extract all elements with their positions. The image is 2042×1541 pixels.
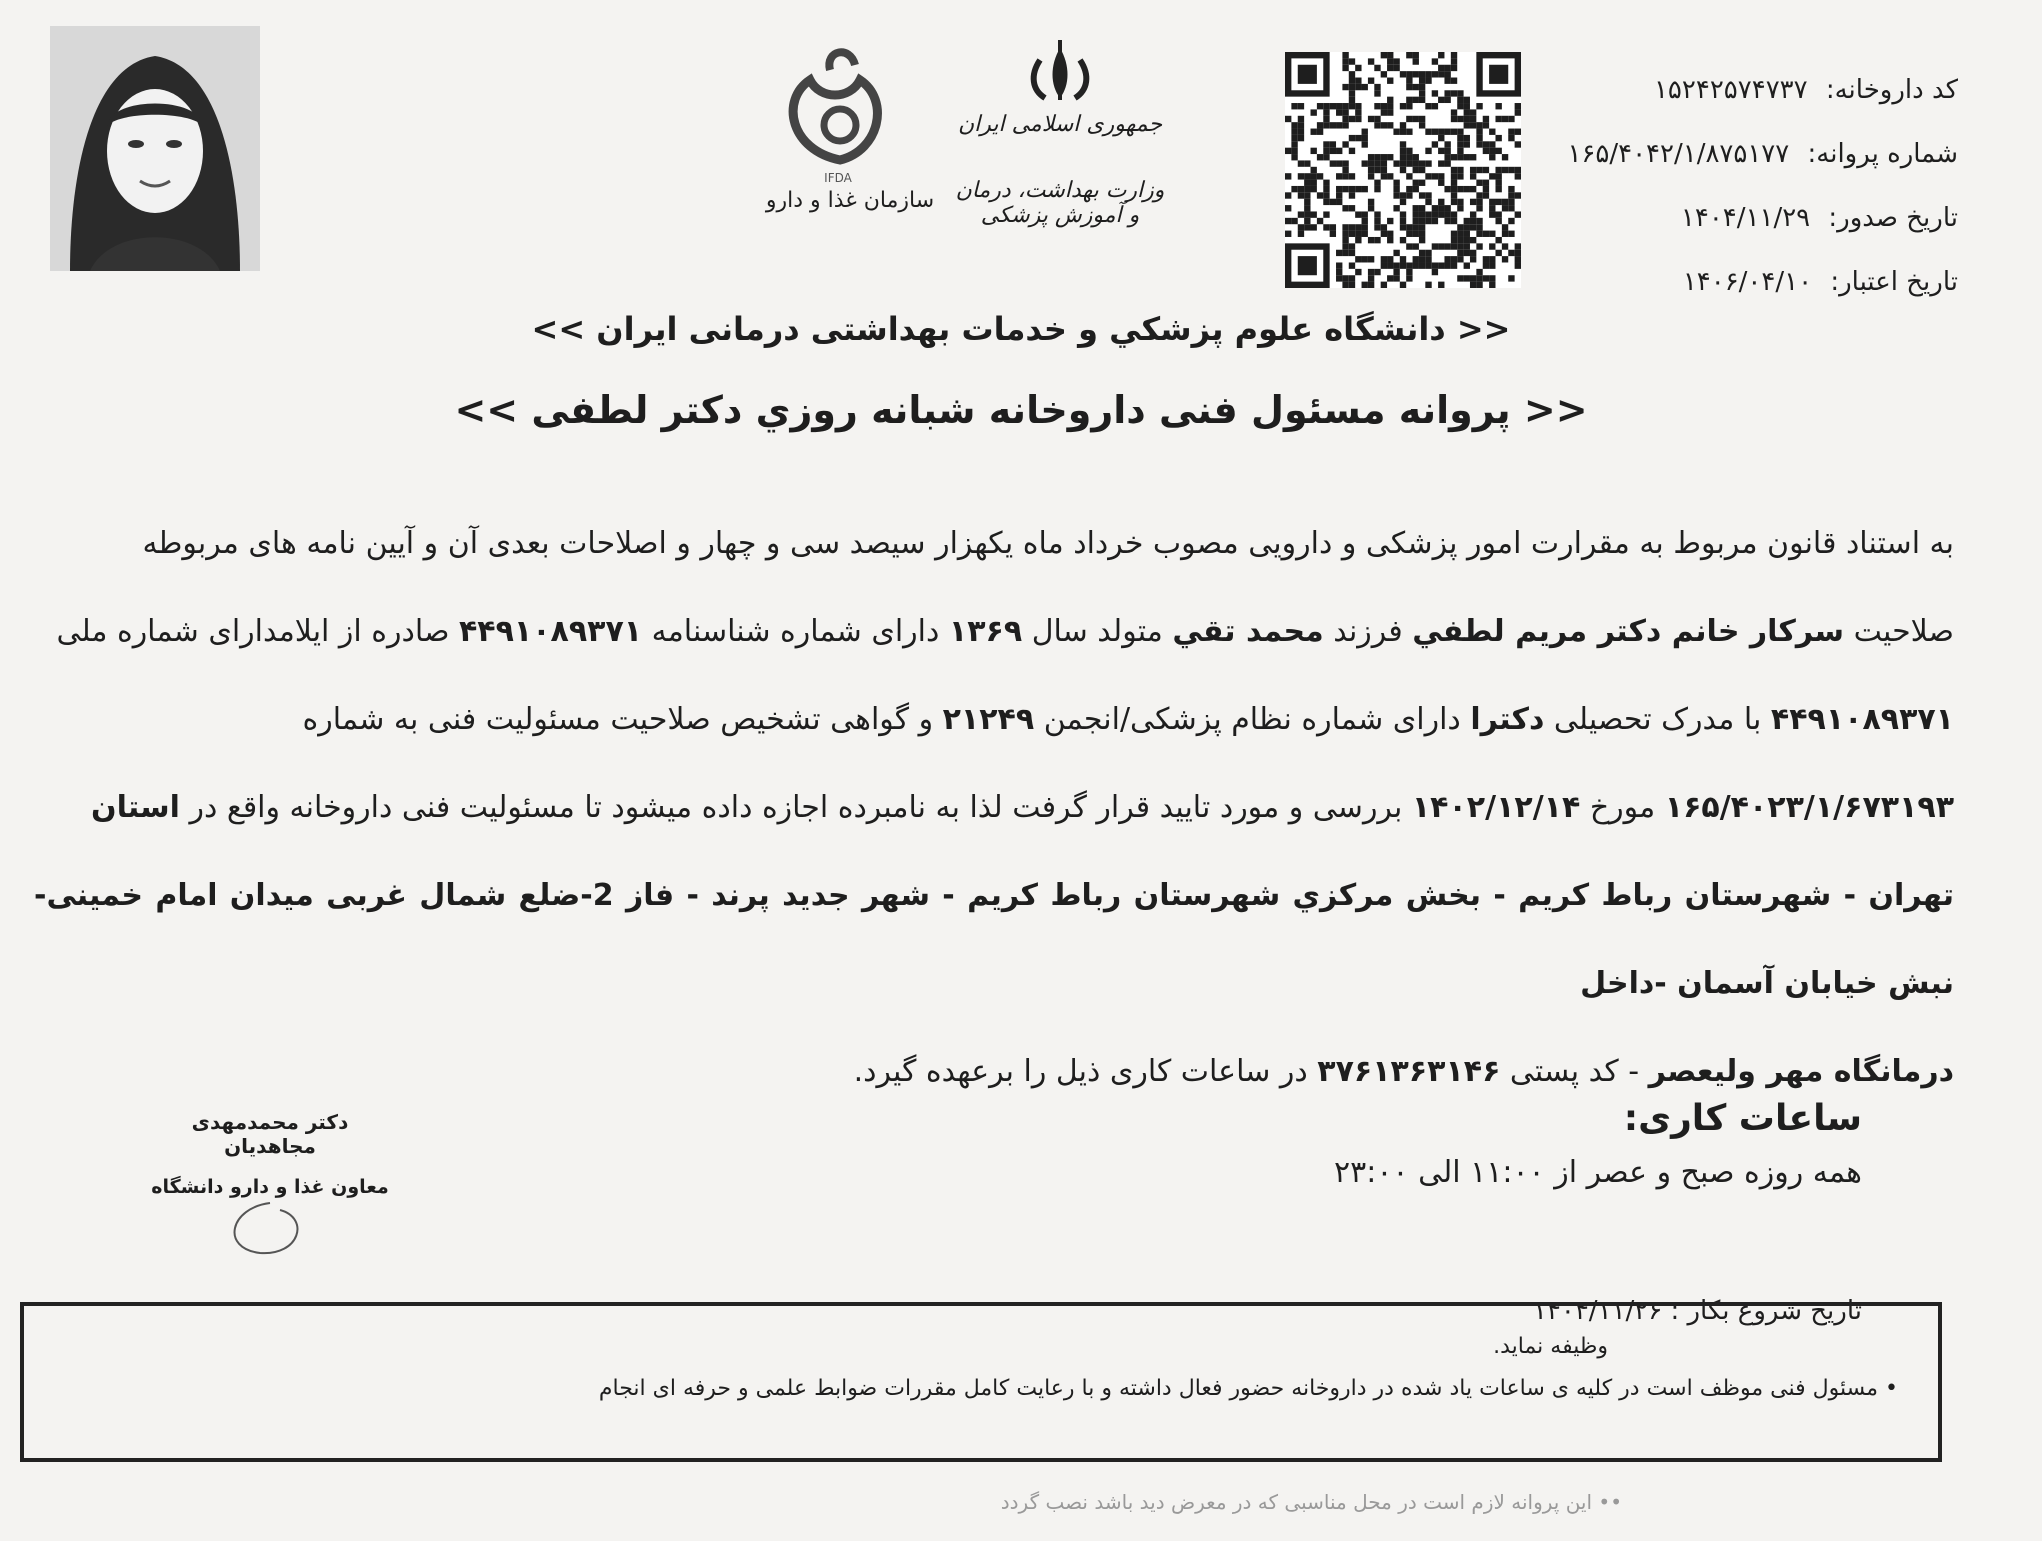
father-name: محمد تقي (1172, 614, 1324, 649)
postal-code: ۳۷۶۱۳۶۳۱۴۶ (1317, 1054, 1501, 1089)
note-2: •• این پروانه لازم است در محل مناسبی که در معرض دید باشد نصب گردد (1000, 1490, 1622, 1514)
notes-box (20, 1302, 1942, 1462)
license-number-row (1528, 122, 1958, 186)
body-text-segment: فرزند (1323, 614, 1413, 649)
license-number-label: شماره پروانه: (1807, 139, 1958, 169)
body-text-segment: صادره از ایلامدارای شماره ملی (56, 614, 459, 649)
address-line-2: درمانگاه مهر ولیعصر (1648, 1054, 1954, 1089)
issue-date-label: تاریخ صدور: (1828, 203, 1958, 233)
council-number: ۲۱۲۴۹ (942, 702, 1035, 737)
working-hours-value: همه روزه صبح و عصر از ۱۱:۰۰ الی ۲۳:۰۰ (1333, 1155, 1862, 1190)
degree: دکترا (1470, 702, 1545, 737)
working-hours-title: ساعات کاری: (1623, 1098, 1862, 1139)
body-text-segment: با مدرک تحصیلی (1544, 702, 1771, 737)
working-hours (1062, 1098, 1862, 1190)
validity-date-value: ۱۴۰۶/۰۴/۱۰ (1682, 267, 1813, 297)
start-date-value: ۱۴۰۴/۱۱/۲۶ (1532, 1296, 1663, 1326)
university-heading: << دانشگاه علوم پزشكي و خدمات بهداشتی درمانی ایران >> (531, 310, 1511, 348)
license-body (34, 500, 1954, 1116)
body-text-segment: - کد پستی (1500, 1054, 1649, 1089)
note-1-continuation: وظیفه نماید. (1493, 1334, 1608, 1359)
license-number-value: ۱۶۵/۴۰۴۲/۱/۸۷۵۱۷۷ (1567, 139, 1790, 169)
issue-date-value: ۱۴۰۴/۱۱/۲۹ (1680, 203, 1811, 233)
id-number: ۴۴۹۱۰۸۹۳۷۱ (459, 614, 643, 649)
pharmacy-code-label: کد داروخانه: (1825, 75, 1958, 105)
certificate-number: ۱۶۵/۴۰۲۳/۱/۶۷۳۱۹۳ (1664, 790, 1954, 825)
qr-code (1285, 52, 1521, 288)
birth-year: ۱۳۶۹ (948, 614, 1023, 649)
province-word: استان (91, 790, 180, 825)
certificate-date: ۱۴۰۲/۱۲/۱۴ (1411, 790, 1581, 825)
fda-caption: سازمان غذا و دارو (765, 188, 935, 213)
national-id: ۴۴۹۱۰۸۹۳۷۱ (1770, 702, 1954, 737)
body-text-segment: متولد سال (1022, 614, 1173, 649)
body-text-segment: مورخ (1580, 790, 1665, 825)
address-line-1: تهران - شهرستان رباط کریم - بخش مرکزي شهرستان رباط کریم - شهر جدید پرند - فاز 2-ضلع شمال غربی میدان امام خمینی- نبش خیابان آسمان -داخل (34, 878, 1954, 1001)
body-text-segment: و گواهی تشخیص صلاحیت مسئولیت فنی به شماره (302, 702, 943, 737)
fda-logo-text: IFDA (824, 171, 852, 185)
body-text-segment: صلاحیت (1844, 614, 1954, 649)
issue-date-row (1528, 186, 1958, 250)
signatory-role: معاون غذا و دارو دانشگاه (151, 1176, 389, 1198)
holder-photo (50, 26, 260, 271)
signature-scribble (150, 1198, 390, 1258)
body-text-segment: دارای شماره نظام پزشکی/انجمن (1034, 702, 1471, 737)
start-date-label: تاریخ شروع بکار : (1670, 1296, 1862, 1326)
ministry-header: جمهوری اسلامی ایران (957, 112, 1163, 137)
holder-name: سرکار خانم دکتر مریم لطفي (1412, 614, 1845, 649)
body-text-segment: در ساعات کاری ذیل را برعهده گیرد. (853, 1054, 1318, 1089)
body-line-1: به استناد قانون مربوط به مقرارت امور پزشکی و دارویی مصوب خرداد ماه یکهزار سیصد سی و چهار و اصلاحات بعدی آن و آیین نامه های مربوطه (142, 526, 1954, 561)
signature-block (150, 1110, 390, 1250)
validity-date-row (1528, 250, 1958, 314)
body-text-segment: دارای شماره شناسنامه (642, 614, 949, 649)
body-text-segment: بررسی و مورد تایید قرار گرفت لذا به نامبرده اجازه داده میشود تا مسئولیت فنی داروخانه واقع در (179, 790, 1412, 825)
license-meta (1528, 58, 1958, 314)
pharmacy-code-row (1528, 58, 1958, 122)
note-1: • مسئول فنی موظف است در کلیه ی ساعات یاد شده در داروخانه حضور فعال داشته و با رعایت کامل مقررات ضوابط علمی و حرفه ای انجام (598, 1376, 1898, 1401)
signatory-name: دکتر محمدمهدی مجاهدیان (191, 1110, 349, 1158)
pharmacy-code-value: ۱۵۲۴۲۵۷۴۷۳۷ (1653, 75, 1808, 105)
validity-date-label: تاریخ اعتبار: (1830, 267, 1958, 297)
license-title: << پروانه مسئول فنی داروخانه شبانه روزي دکتر لطفی >> (454, 388, 1588, 432)
ministry-caption: وزارت بهداشت، درمان و آموزش پزشکی (955, 178, 1165, 228)
